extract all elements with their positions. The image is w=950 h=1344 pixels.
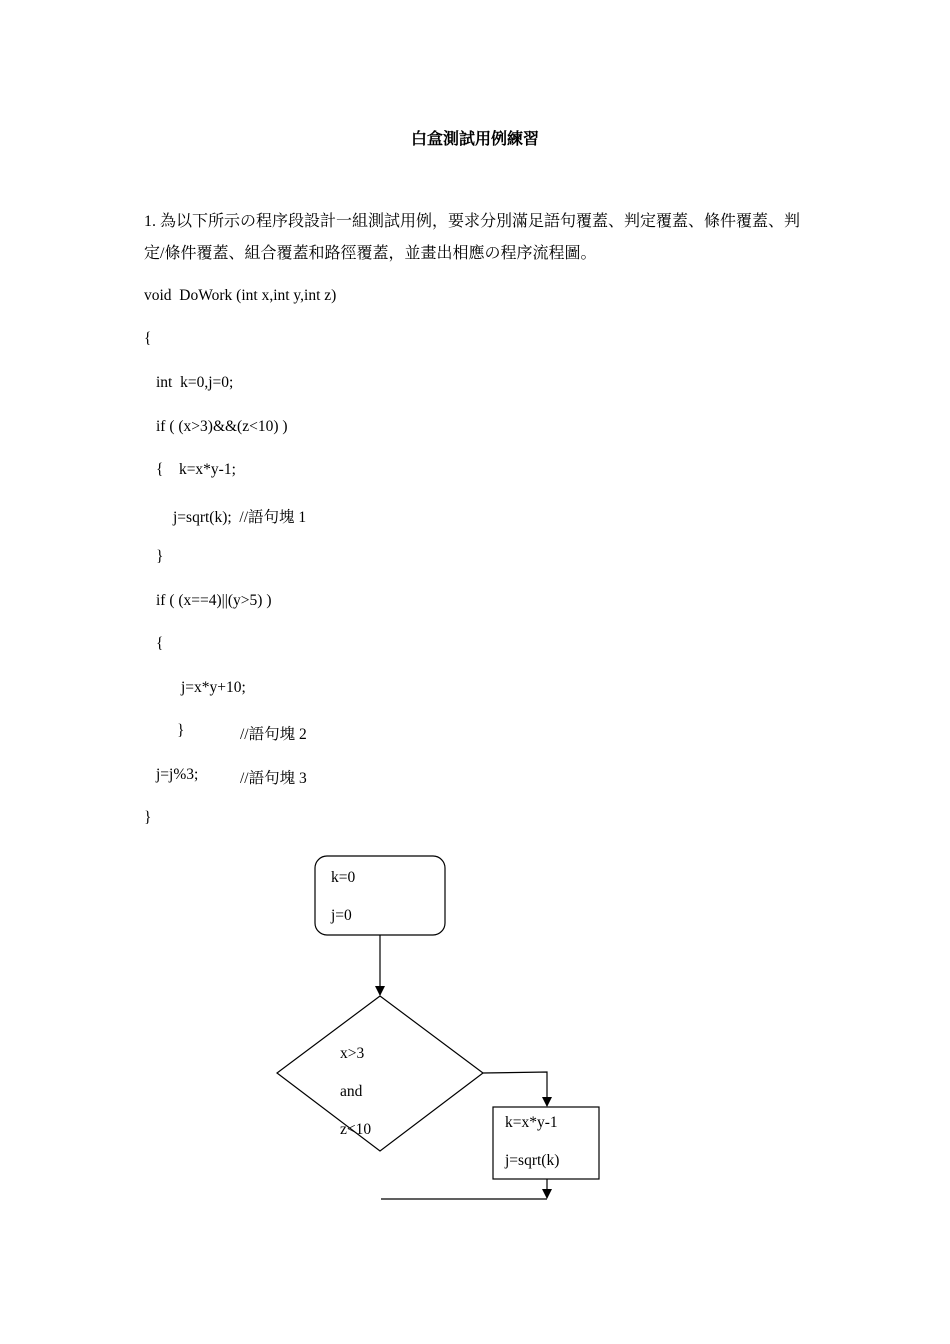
decision-line-2: and xyxy=(340,1083,363,1100)
decision-line-1: x>3 xyxy=(340,1045,365,1062)
document-title: 白盒測試用例練習 xyxy=(410,131,539,148)
code-line-2: { xyxy=(144,330,152,347)
arrow-decision-to-process xyxy=(483,1072,547,1106)
decision-diamond xyxy=(277,996,483,1151)
code-line-6: j=sqrt(k); //語句塊 1 xyxy=(173,509,307,526)
code-line-3: int k=0,j=0; xyxy=(156,374,234,391)
init-box-line-2: j=0 xyxy=(331,907,352,924)
code-line-8: if ( (x==4)||(y>5) ) xyxy=(156,592,272,609)
question-line-2: 定/條件覆蓋、組合覆蓋和路徑覆蓋，並畫出相應の程序流程圖。 xyxy=(144,245,597,262)
code-line-5: { k=x*y-1; xyxy=(156,461,236,478)
decision-line-3: z<10 xyxy=(340,1121,372,1138)
code-line-11: } xyxy=(177,722,185,739)
process-box-line-1: k=x*y-1 xyxy=(505,1114,558,1131)
code-line-7: } xyxy=(156,548,164,565)
code-comment-2: //語句塊 2 xyxy=(240,726,307,743)
code-line-13: } xyxy=(144,809,152,826)
question-line-1: 1. 為以下所示の程序段設計一組測試用例，要求分別滿足語句覆蓋、判定覆蓋、條件覆蓋、判 xyxy=(144,213,801,230)
code-line-1: void DoWork (int x,int y,int z) xyxy=(144,287,337,304)
code-line-4: if ( (x>3)&&(z<10) ) xyxy=(156,418,288,435)
process-box-line-2: j=sqrt(k) xyxy=(505,1152,560,1169)
code-line-12: j=j%3; xyxy=(156,766,199,783)
code-line-10: j=x*y+10; xyxy=(181,679,246,696)
code-line-9: { xyxy=(156,635,164,652)
init-box-line-1: k=0 xyxy=(331,869,356,886)
code-comment-3: //語句塊 3 xyxy=(240,770,307,787)
